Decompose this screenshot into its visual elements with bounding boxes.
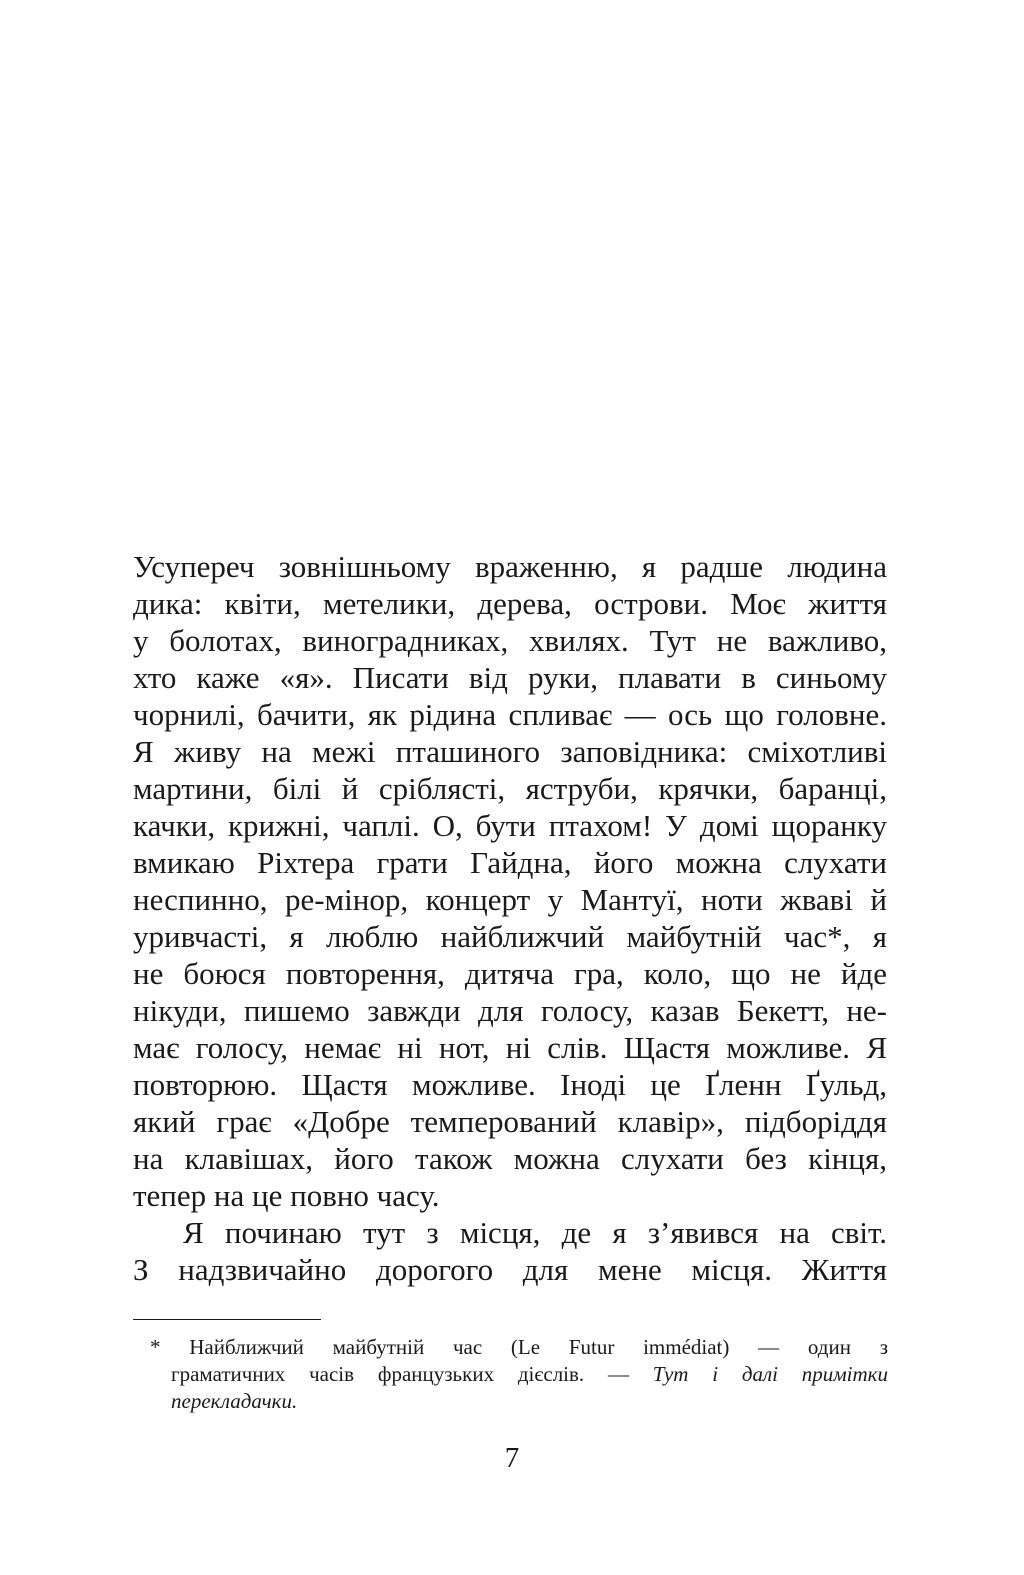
body-text bbox=[133, 548, 887, 1288]
page-number: 7 bbox=[504, 1442, 520, 1474]
footnote-text: граматичних часів французьких дієслів. — bbox=[171, 1362, 653, 1386]
text-line: хто каже «я». Писати від руки, плавати в синьому bbox=[133, 660, 887, 695]
footnote-translator-note: Тут і далі примітки bbox=[652, 1362, 888, 1386]
footnote-line: перекладачки. bbox=[171, 1389, 298, 1413]
text-line: Я починаю тут з місця, де я з’явився на світ. bbox=[183, 1215, 887, 1250]
text-line: неспинно, ре-мінор, концерт у Мантуї, ноти жваві й bbox=[133, 882, 887, 917]
text-line: має голосу, немає ні нот, ні слів. Щастя можливе. Я bbox=[133, 1030, 887, 1065]
text-line: Я живу на межі пташиного заповідника: сміхотливі bbox=[133, 734, 887, 769]
text-line: уривчасті, я люблю найближчий майбутній час*, я bbox=[133, 919, 887, 954]
text-line: Усупереч зовнішньому враженню, я радше людина bbox=[133, 549, 887, 584]
text-line: тепер на це повно часу. bbox=[133, 1178, 440, 1213]
footnote bbox=[150, 1334, 888, 1415]
text-line: на клавішах, його також можна слухати без кінця, bbox=[133, 1141, 887, 1176]
text-line: мартини, білі й сріблясті, яструби, крячки, баранці, bbox=[133, 771, 887, 806]
text-line: чорнилі, бачити, як рідина спливає — ось що головне. bbox=[133, 697, 887, 732]
text-line: не боюся повторення, дитяча гра, коло, що не йде bbox=[133, 956, 887, 991]
text-line: качки, крижні, чаплі. О, бути птахом! У домі щоранку bbox=[133, 808, 887, 843]
text-line: повторюю. Щастя можливе. Іноді це Ґленн Ґульд, bbox=[133, 1067, 887, 1102]
footnote-divider bbox=[133, 1319, 321, 1320]
text-line: З надзвичайно дорогого для мене місця. Життя bbox=[133, 1252, 887, 1287]
footnote-line bbox=[150, 1361, 888, 1388]
text-line: нікуди, пишемо завжди для голосу, казав Бекетт, не- bbox=[133, 993, 887, 1028]
text-line: який грає «Добре темперований клавір», підборіддя bbox=[133, 1104, 887, 1139]
text-line: вмикаю Ріхтера грати Гайдна, його можна слухати bbox=[133, 845, 887, 880]
text-line: дика: квіти, метелики, дерева, острови. Моє життя bbox=[133, 586, 887, 621]
text-line: у болотах, виноградниках, хвилях. Тут не важливо, bbox=[133, 623, 887, 658]
footnote-line: * Найближчий майбутній час (Le Futur immédiat) — один з bbox=[150, 1335, 888, 1359]
